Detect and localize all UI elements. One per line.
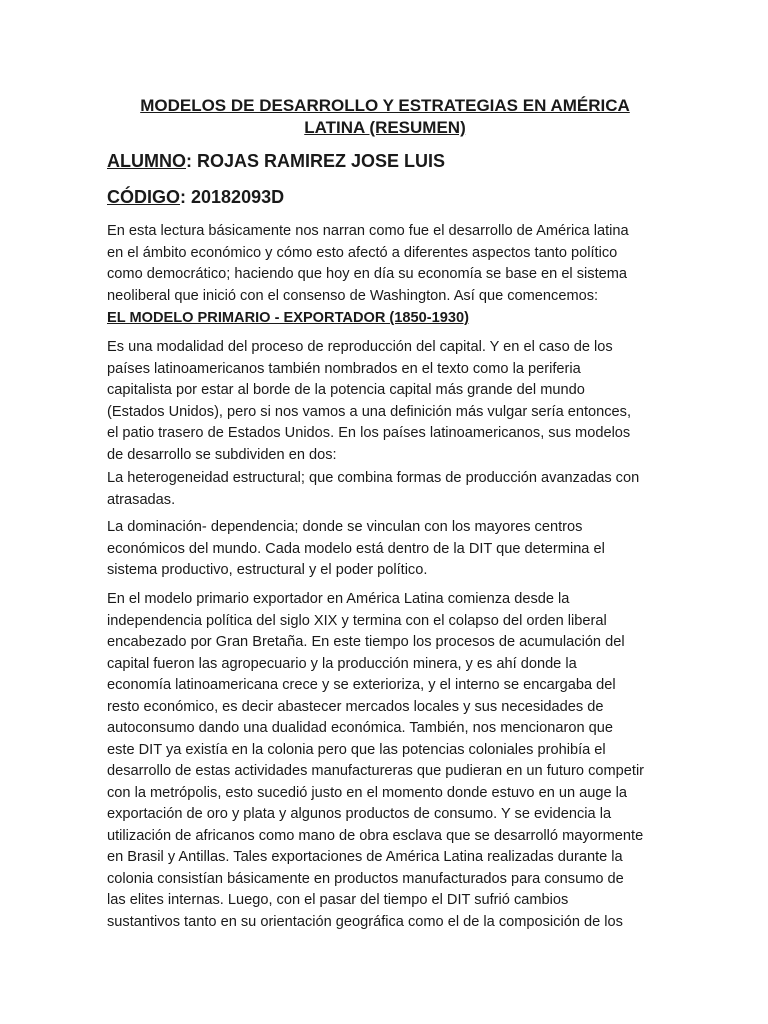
title-line: LATINA (RESUMEN) xyxy=(304,118,466,137)
text-line: En el modelo primario exportador en América Latina comienza desde la xyxy=(107,591,570,607)
text-line: independencia política del siglo XIX y termina con el colapso del orden liberal xyxy=(107,612,607,629)
section-heading: EL MODELO PRIMARIO - EXPORTADOR (1850-1930) xyxy=(107,310,469,326)
text-line: Es una modalidad del proceso de reproducción del capital. Y en el caso de los xyxy=(107,339,613,355)
text-line: como democrático; haciendo que hoy en día su economía se base en el sistema xyxy=(107,266,628,282)
text-line: las elites internas. Luego, con el pasar del tiempo el DIT sufrió cambios xyxy=(107,892,569,908)
text-line: de desarrollo se subdividen en dos: xyxy=(107,446,337,463)
text-line: en el ámbito económico y cómo esto afectó a diferentes aspectos tanto político xyxy=(107,244,618,261)
paragraph-4 xyxy=(107,589,667,933)
paragraph-3 xyxy=(107,517,667,582)
text-line: atrasadas. xyxy=(107,491,176,508)
code-line xyxy=(107,186,667,208)
text-line: (Estados Unidos), pero si nos vamos a una definición más vulgar sería entonces, xyxy=(107,403,632,420)
text-line: capital fueron las agropecuario y la producción minera, y es ahí donde la xyxy=(107,655,577,672)
text-line: sustantivos tanto en su orientación geográfica como el de la composición de los xyxy=(107,913,623,930)
text-line: en Brasil y Antillas. Tales exportaciones de América Latina realizadas durante la xyxy=(107,849,623,865)
text-line: En esta lectura básicamente nos narran como fue el desarrollo de América latina xyxy=(107,223,629,239)
intro-paragraph xyxy=(107,221,667,307)
paragraph-2 xyxy=(107,468,667,511)
text-line: el patio trasero de Estados Unidos. En los países latinoamericanos, sus modelos xyxy=(107,425,631,441)
text-line: exportación de oro y plata y algunos productos de consumo. Y se evidencia la xyxy=(107,806,612,822)
code-label: CÓDIGO xyxy=(107,187,181,207)
text-line: países latinoamericanos también nombrados en el texto como la periferia xyxy=(107,360,581,377)
text-line: autoconsumo dando una dualidad económica. También, nos mencionaron que xyxy=(107,720,613,736)
text-line: económicos del mundo. Cada modelo está dentro de la DIT que determina el xyxy=(107,540,605,557)
paragraph-1 xyxy=(107,337,667,466)
text-line: colonia consistían básicamente en productos manufacturados para consumo de xyxy=(107,870,624,887)
code-value: : 20182093D xyxy=(180,187,285,207)
text-line: encabezado por Gran Bretaña. En este tiempo los procesos de acumulación del xyxy=(107,634,625,650)
text-line: La dominación- dependencia; donde se vinculan con los mayores centros xyxy=(107,519,583,535)
text-line: neoliberal que inició con el consenso de Washington. Así que comencemos: xyxy=(107,287,599,304)
student-line xyxy=(107,150,667,172)
text-line: este DIT ya existía en la colonia pero que las potencias coloniales prohibía el xyxy=(107,741,606,758)
text-line: utilización de africanos como mano de obra esclava que se desarrolló mayormente xyxy=(107,827,644,844)
title-line: MODELOS DE DESARROLLO Y ESTRATEGIAS EN AMÉRICA xyxy=(140,96,630,115)
text-line: capitalista por estar al borde de la potencia capital más grande del mundo xyxy=(107,382,585,398)
text-line: resto económico, es decir abastecer mercados locales y sus necesidades de xyxy=(107,698,604,715)
text-line: con la metrópolis, esto sucedió justo en el momento donde estuvo en un auge la xyxy=(107,784,628,801)
text-line: La heterogeneidad estructural; que combina formas de producción avanzadas con xyxy=(107,470,640,486)
document-title xyxy=(100,95,670,139)
text-line: desarrollo de estas actividades manufactureras que pudieran en un futuro competir xyxy=(107,763,645,779)
text-line: sistema productivo, estructural y el poder político. xyxy=(107,562,428,578)
text-line: economía latinoamericana crece y se exterioriza, y el interno se encargaba del xyxy=(107,677,616,693)
student-name: : ROJAS RAMIREZ JOSE LUIS xyxy=(186,151,446,171)
student-label: ALUMNO xyxy=(107,151,186,171)
